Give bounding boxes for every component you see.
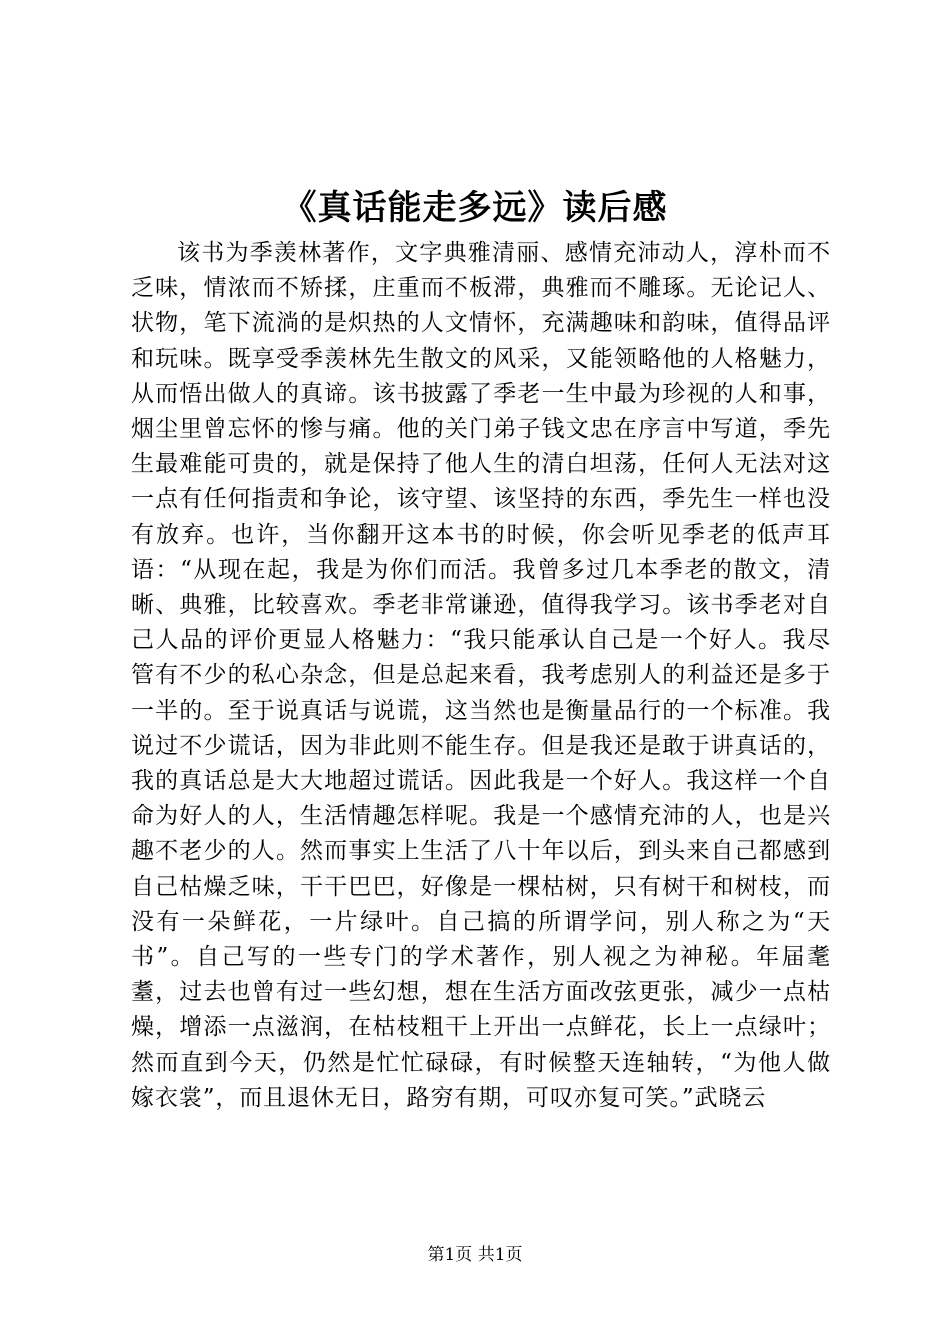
page-footer: 第1页 共1页 [427, 1245, 523, 1265]
document-body-paragraph: 该书为季羡林著作，文字典雅清丽、感情充沛动人，淳朴而不乏味，情浓而不矫揉，庄重而不板滞，典雅而不雕琢。无论记人、状物，笔下流淌的是炽热的人文情怀，充满趣味和韵味，值得品评和玩味。既享受季羡林先生散文的风采，又能领略他的人格魅力，从而悟出做人的真谛。该书披露了季老一生中最为珍视的人和事，烟尘里曾忘怀的惨与痛。他的关门弟子钱文忠在序言中写道，季先生最难能可贵的，就是保持了他人生的清白坦荡，任何人无法对这一点有任何指责和争论，该守望、该坚持的东西，季先生一样也没有放弃。也许，当你翻开这本书的时候，你会听见季老的低声耳语：“从现在起，我是为你们而活。我曾多过几本季老的散文，清晰、典雅，比较喜欢。季老非常谦逊，值得我学习。该书季老对自己人品的评价更显人格魅力：“我只能承认自己是一个好人。我尽管有不少的私心杂念，但是总起来看，我考虑别人的利益还是多于一半的。至于说真话与说谎，这当然也是衡量品行的一个标准。我说过不少谎话，因为非此则不能生存。但是我还是敢于讲真话的，我的真话总是大大地超过谎话。因此我是一个好人。我这样一个自命为好人的人，生活情趣怎样呢。我是一个感情充沛的人，也是兴趣不老少的人。然而事实上生活了八十年以后，到头来自己都感到自己枯燥乏味，干干巴巴，好像是一棵枯树，只有树干和树枝，而没有一朵鲜花，一片绿叶。自己搞的所谓学问，别人称之为“天书”。自己写的一些专门的学术著作，别人视之为神秘。年届耄耋，过去也曾有过一些幻想，想在生活方面改弦更张，减少一点枯燥，增添一点滋润，在枯枝粗干上开出一点鲜花，长上一点绿叶；然而直到今天，仍然是忙忙碌碌，有时候整天连轴转，“为他人做嫁衣裳”，而且退休无日，路穷有期，可叹亦复可笑。”武晓云 [131, 240, 831, 1111]
document-title: 《真话能走多远》读后感 [282, 188, 668, 228]
